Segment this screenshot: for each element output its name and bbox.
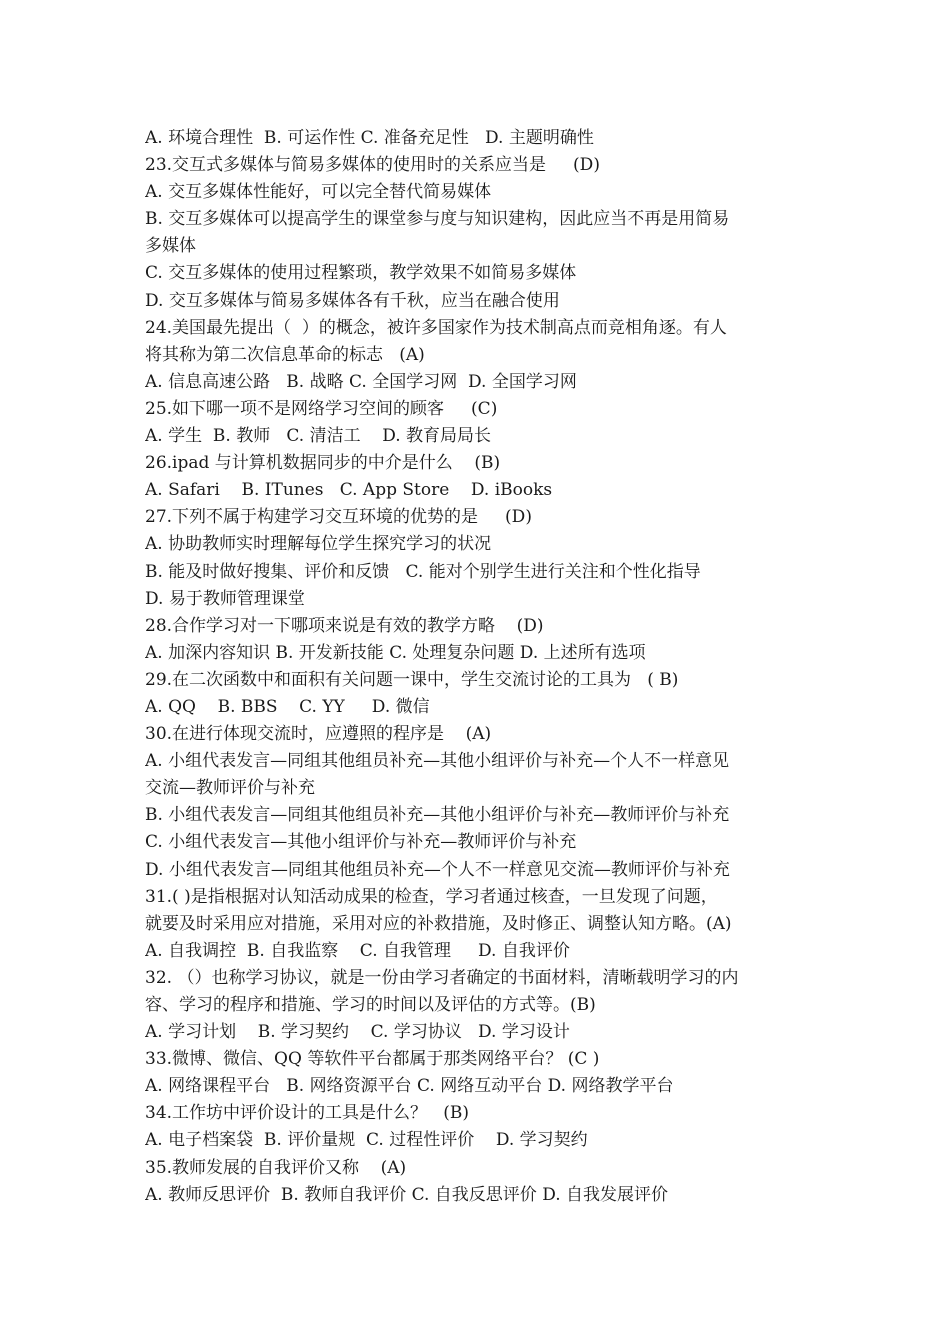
text-line: B. 小组代表发言—同组其他组员补充—其他小组评价与补充—教师评价与补充	[145, 805, 730, 826]
text-line: A. QQ B. BBS C. YY D. 微信	[145, 696, 430, 717]
text-line: 将其称为第二次信息革命的标志 (A)	[145, 344, 425, 365]
text-line: 交流—教师评价与补充	[145, 778, 315, 799]
text-line: A. Safari B. ITunes C. App Store D. iBooks	[145, 480, 553, 501]
text-line: D. 交互多媒体与简易多媒体各有千秋，应当在融合使用	[145, 290, 560, 311]
text-line: A. 电子档案袋 B. 评价量规 C. 过程性评价 D. 学习契约	[145, 1130, 588, 1151]
text-line: B. 能及时做好搜集、评价和反馈 C. 能对个别学生进行关注和个性化指导	[145, 561, 701, 582]
text-line: 30.在进行体现交流时，应遵照的程序是 (A)	[145, 724, 492, 745]
text-line: 31.( )是指根据对认知活动成果的检查，学习者通过核查，一旦发现了问题，	[145, 886, 718, 907]
text-line: A. 协助教师实时理解每位学生探究学习的状况	[145, 534, 492, 555]
text-line: 34.工作坊中评价设计的工具是什么？ (B)	[145, 1103, 470, 1124]
text-line: 35.教师发展的自我评价又称 (A)	[145, 1157, 407, 1178]
text-line: A. 网络课程平台 B. 网络资源平台 C. 网络互动平台 D. 网络教学平台	[145, 1076, 674, 1097]
text-line: 就要及时采用应对措施，采用对应的补救措施，及时修正、调整认知方略。(A)	[145, 913, 732, 934]
text-line: 容、学习的程序和措施、学习的时间以及评估的方式等。(B)	[145, 995, 596, 1015]
text-line: 32. （）也称学习协议，就是一份由学习者确定的书面材料，清晰载明学习的内	[145, 967, 739, 988]
text-line: 多媒体	[145, 236, 196, 257]
text-line: A. 自我调控 B. 自我监察 C. 自我管理 D. 自我评价	[145, 940, 570, 961]
text-line: 28.合作学习对一下哪项来说是有效的教学方略 (D)	[145, 615, 544, 636]
text-line: A. 小组代表发言—同组其他组员补充—其他小组评价与补充—个人不一样意见	[145, 751, 730, 772]
text-line: 26.ipad 与计算机数据同步的中介是什么 (B)	[145, 453, 501, 474]
text-line: A. 信息高速公路 B. 战略 C. 全国学习网 D. 全国学习网	[145, 371, 577, 392]
text-line: D. 易于教师管理课堂	[145, 588, 305, 609]
text-line: B. 交互多媒体可以提高学生的课堂参与度与知识建构，因此应当不再是用简易	[145, 209, 730, 230]
text-line: A. 环境合理性 B. 可运作性 C. 准备充足性 D. 主题明确性	[145, 128, 594, 148]
question-list	[145, 125, 815, 1209]
text-line: C. 小组代表发言—其他小组评价与补充—教师评价与补充	[145, 832, 577, 853]
text-line: 25.如下哪一项不是网络学习空间的顾客 (C)	[145, 398, 498, 419]
text-line: 23.交互式多媒体与简易多媒体的使用时的关系应当是 (D)	[145, 155, 600, 176]
text-line: 27.下列不属于构建学习交互环境的优势的是 (D)	[145, 507, 532, 528]
text-line: A. 交互多媒体性能好，可以完全替代简易媒体	[145, 182, 492, 203]
text-line: A. 学习计划 B. 学习契约 C. 学习协议 D. 学习设计	[145, 1022, 570, 1043]
text-line: D. 小组代表发言—同组其他组员补充—个人不一样意见交流—教师评价与补充	[145, 859, 730, 880]
text-line: 24.美国最先提出（ ）的概念，被许多国家作为技术制高点而竞相角逐。有人	[145, 317, 727, 338]
text-line: A. 学生 B. 教师 C. 清洁工 D. 教育局局长	[145, 426, 492, 447]
text-line: 29.在二次函数中和面积有关问题一课中，学生交流讨论的工具为 ( B)	[145, 669, 679, 690]
text-line: A. 教师反思评价 B. 教师自我评价 C. 自我反思评价 D. 自我发展评价	[145, 1184, 669, 1205]
text-line: C. 交互多媒体的使用过程繁琐，教学效果不如简易多媒体	[145, 263, 577, 284]
text-line: A. 加深内容知识 B. 开发新技能 C. 处理复杂问题 D. 上述所有选项	[145, 642, 646, 663]
text-line: 33.微博、微信、QQ 等软件平台都属于那类网络平台？ (C )	[145, 1049, 600, 1070]
